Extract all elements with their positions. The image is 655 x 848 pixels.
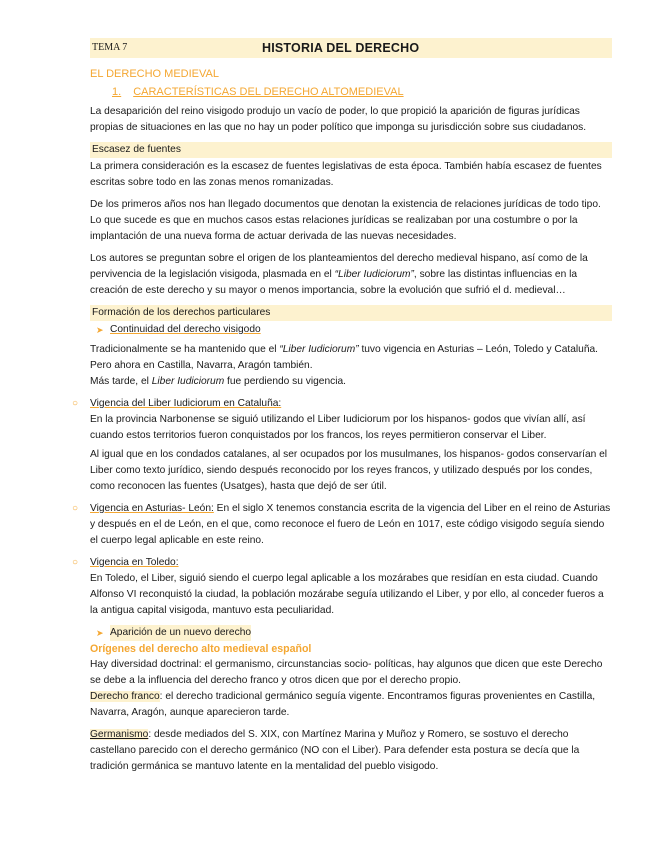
arrow-bullet-icon: ➤	[96, 325, 104, 335]
page-header	[90, 38, 612, 58]
intro-paragraph: La desaparición del reino visigodo produjo un vacío de poder, lo que propició la aparición de figuras jurídicas propias de situaciones en las que no hay un poder político que imponga su jurisdicción sobre sus ciudadanos.	[90, 106, 587, 133]
toledo-paragraph: En Toledo, el Liber, siguió siendo el cuerpo legal aplicable a los mozárabes que residían en esta ciudad. Cuando Alfonso VI reconquistó la ciudad, la población mozárabe seguía utilizando el Liber, y por ello, al conceder fueros a la antigua capital visigoda, mantuvo esta peculiaridad.	[90, 573, 604, 616]
text-run: fue perdiendo su vigencia.	[224, 376, 346, 387]
topic-number: TEMA 7	[92, 42, 128, 53]
escasez-paragraph-3	[90, 251, 612, 299]
nuevo-item	[96, 625, 612, 641]
franco-label: Derecho franco	[90, 691, 160, 702]
text-run: tuvo vigencia en Asturias – León, Toledo y Cataluña. Pero ahora en Castilla, Navarra, Aragón también.	[90, 344, 598, 371]
cataluna-heading: Vigencia del Liber Iudiciorum en Cataluña:	[90, 398, 282, 409]
escasez-paragraph-2: De los primeros años nos han llegado documentos que denotan la existencia de relaciones jurídicas de todo tipo. Lo que sucede es que en muchos casos estas relaciones jurídicas se realizaban por una costumbre o por la implantación de una nueva forma de actuar derivada de las nuevas necesidades.	[90, 199, 601, 242]
continuidad-heading: Continuidad del derecho visigodo	[110, 324, 261, 335]
asturias-text: En el siglo X tenemos constancia escrita de la vigencia del Liber en el reino de Asturias y después en el de León, en el que, como reconoce el fuero de León en 1017, este código visigodo seguía siendo el cuerpo legal aplicable en este reino.	[90, 503, 611, 546]
asturias-item	[72, 501, 612, 549]
text-run: Más tarde, el	[90, 376, 152, 387]
asturias-heading: Vigencia en Asturias- León:	[90, 503, 214, 514]
document-title: HISTORIA DEL DERECHO	[262, 41, 420, 55]
subsection-title: CARACTERÍSTICAS DEL DERECHO ALTOMEDIEVAL	[133, 86, 404, 98]
escasez-paragraph-1: La primera consideración es la escasez de fuentes legislativas de esta época. También había escasez de fuentes escritas sobre todo en las zonas menos romanizadas.	[90, 161, 602, 188]
circle-bullet-icon: ○	[72, 503, 79, 514]
circle-bullet-icon: ○	[72, 398, 79, 409]
nuevo-heading: Aparición de un nuevo derecho	[110, 625, 251, 641]
toledo-item	[72, 555, 612, 619]
continuidad-paragraph	[90, 342, 612, 374]
text-run: Los autores se preguntan sobre el origen de los planteamientos del derecho medieval hispano, así como de la pervivencia de la legislación visigoda, plasmada en el	[90, 253, 588, 280]
germanismo-text: : desde mediados del S. XIX, con Martínez Marina y Muñoz y Romero, se sostuvo el derecho castellano parecido con el derecho germánico (NO con el Liber). Para defender esta postura se decía que la tradición germánica se mantuvo latente en la mentalidad del pueblo visigodo.	[90, 729, 580, 772]
continuidad-item	[96, 322, 612, 338]
subsection-heading	[112, 84, 612, 100]
cataluna-item	[72, 396, 612, 495]
franco-paragraph	[90, 689, 612, 721]
subsection-number: 1.	[112, 86, 122, 98]
document-page	[72, 38, 612, 781]
text-run: , sobre las distintas influencias en la creación de este derecho y su mayor o menos importancia, sobre la evolución que sufrió el d. medieval…	[90, 269, 578, 296]
origenes-heading: Orígenes del derecho alto medieval español	[90, 643, 312, 655]
cataluna-paragraph-1: En la provincia Narbonense se siguió utilizando el Liber Iudiciorum por los hispanos- godos que vivían allí, así cuando estos territorios fueron conquistados por los francos, los reyes permitieron conservar el Liber.	[90, 414, 586, 441]
italic-run: “Liber Iudiciorum”	[279, 344, 359, 355]
circle-bullet-icon: ○	[72, 557, 79, 568]
italic-run: “Liber Iudiciorum”	[334, 269, 414, 280]
continuidad-paragraph-2	[90, 374, 612, 390]
section-heading: EL DERECHO MEDIEVAL	[90, 68, 219, 80]
escasez-heading: Escasez de fuentes	[90, 142, 612, 158]
franco-text: : el derecho tradicional germánico seguía vigente. Encontramos figuras provenientes en Castilla, Navarra, Aragón, aunque aparecieron tarde.	[90, 691, 596, 718]
cataluna-paragraph-2: Al igual que en los condados catalanes, al ser ocupados por los musulmanes, los hispanos- godos conservarían el Liber como texto jurídico, siendo después reconocido por los reyes francos, y utilizado después por los condes, como reconocen las fuentes (Usatges), hasta que dejó de ser útil.	[90, 449, 608, 492]
formacion-heading: Formación de los derechos particulares	[90, 305, 612, 321]
origenes-paragraph: Hay diversidad doctrinal: el germanismo, circunstancias socio- políticas, hay algunos que dicen que este Derecho se debe a la influencia del derecho franco y otros dicen que por el derecho propio.	[90, 659, 603, 686]
arrow-bullet-icon: ➤	[96, 628, 104, 638]
text-run: Tradicionalmente se ha mantenido que el	[90, 344, 280, 355]
germanismo-paragraph	[90, 727, 612, 775]
toledo-heading: Vigencia en Toledo:	[90, 557, 179, 568]
italic-run: Liber Iudiciorum	[151, 376, 225, 387]
germanismo-label: Germanismo	[90, 729, 149, 740]
